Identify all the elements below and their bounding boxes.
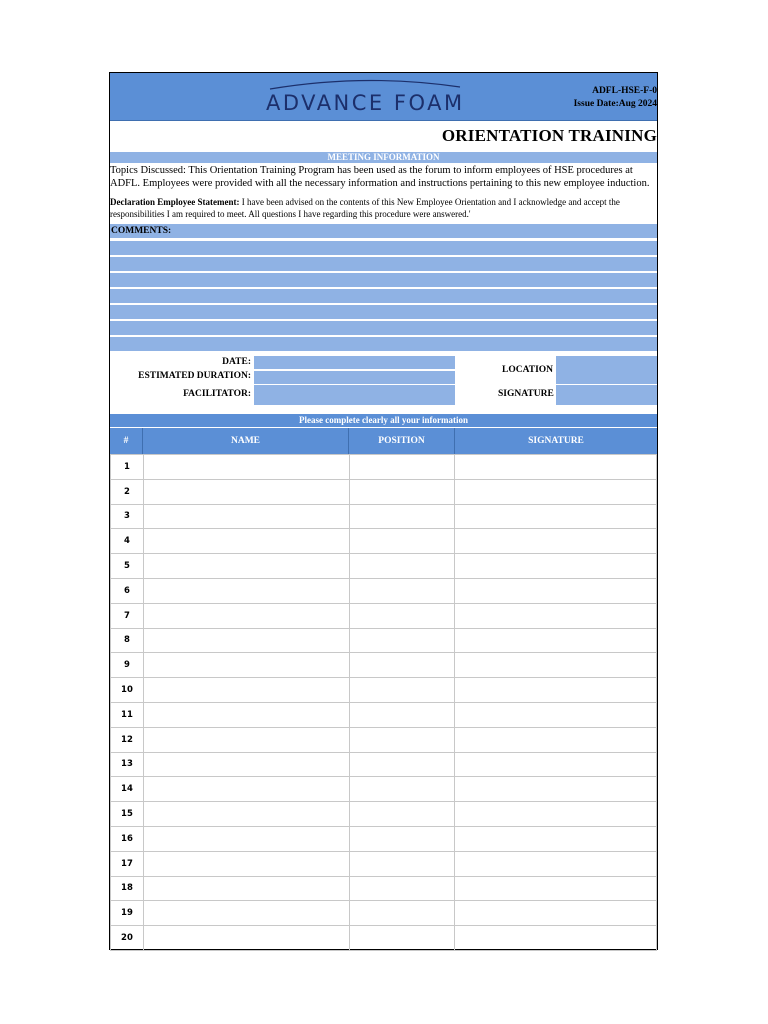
name-cell[interactable] <box>143 926 349 951</box>
signature-cell[interactable] <box>455 578 657 603</box>
row-number: 10 <box>111 678 144 703</box>
position-cell[interactable] <box>349 628 455 653</box>
position-cell[interactable] <box>349 455 455 480</box>
signature-cell[interactable] <box>455 826 657 851</box>
location-label: LOCATION <box>502 365 554 375</box>
signature-cell[interactable] <box>455 653 657 678</box>
date-field[interactable] <box>254 356 455 369</box>
table-row <box>111 727 657 752</box>
position-cell[interactable] <box>349 777 455 802</box>
row-number: 5 <box>111 554 144 579</box>
table-row <box>111 554 657 579</box>
table-row <box>111 678 657 703</box>
name-cell[interactable] <box>143 702 349 727</box>
facilitator-field[interactable] <box>254 385 455 405</box>
topics-discussed-text: Topics Discussed: This Orientation Training Program has been used as the forum to inform employees of HSE procedures at ADFL. Employees were provided with all the necessary information and instructions pertaining to this new employee induction. <box>110 165 650 189</box>
comment-line[interactable] <box>110 273 657 287</box>
signature-cell[interactable] <box>455 727 657 752</box>
form-header <box>110 73 657 121</box>
name-cell[interactable] <box>143 678 349 703</box>
attendee-roster-table <box>110 454 657 951</box>
name-cell[interactable] <box>143 653 349 678</box>
signature-cell[interactable] <box>455 504 657 529</box>
table-row <box>111 628 657 653</box>
position-cell[interactable] <box>349 603 455 628</box>
column-header-name: NAME <box>143 428 349 454</box>
signature-cell[interactable] <box>455 752 657 777</box>
position-cell[interactable] <box>349 678 455 703</box>
signature-cell[interactable] <box>455 851 657 876</box>
facilitator-label: FACILITATOR: <box>183 389 251 399</box>
table-row <box>111 455 657 480</box>
table-row <box>111 826 657 851</box>
column-header-number: # <box>110 428 143 454</box>
row-number: 9 <box>111 653 144 678</box>
declaration-text: I have been advised on the contents of this New Employee Orientation and I acknowledge and accept the responsibilities I am required to meet. All questions I have regarding this procedure were answered.' <box>110 197 620 219</box>
logo-text: ADVANCE FOAM <box>266 91 465 115</box>
name-cell[interactable] <box>143 851 349 876</box>
name-cell[interactable] <box>143 752 349 777</box>
signature-cell[interactable] <box>455 628 657 653</box>
company-logo <box>260 77 470 117</box>
position-cell[interactable] <box>349 826 455 851</box>
table-row <box>111 653 657 678</box>
comment-line[interactable] <box>110 241 657 255</box>
facilitator-signature-field[interactable] <box>556 385 657 405</box>
table-row <box>111 529 657 554</box>
position-cell[interactable] <box>349 529 455 554</box>
table-row <box>111 777 657 802</box>
table-row <box>111 479 657 504</box>
roster-instruction-bar: Please complete clearly all your information <box>110 414 657 427</box>
table-row <box>111 926 657 951</box>
row-number: 7 <box>111 603 144 628</box>
comment-line[interactable] <box>110 289 657 303</box>
column-header-position: POSITION <box>349 428 455 454</box>
table-row <box>111 752 657 777</box>
comment-line[interactable] <box>110 305 657 319</box>
comment-line[interactable] <box>110 257 657 271</box>
row-number: 4 <box>111 529 144 554</box>
table-row <box>111 603 657 628</box>
name-cell[interactable] <box>143 603 349 628</box>
row-number: 6 <box>111 578 144 603</box>
declaration-label: Declaration Employee Statement: <box>110 197 240 207</box>
signature-cell[interactable] <box>455 926 657 951</box>
signature-cell[interactable] <box>455 455 657 480</box>
name-cell[interactable] <box>143 777 349 802</box>
signature-cell[interactable] <box>455 529 657 554</box>
row-number: 8 <box>111 628 144 653</box>
signature-cell[interactable] <box>455 901 657 926</box>
position-cell[interactable] <box>349 479 455 504</box>
row-number: 11 <box>111 702 144 727</box>
signature-label: SIGNATURE <box>498 389 554 399</box>
name-cell[interactable] <box>143 727 349 752</box>
comments-label: COMMENTS: <box>110 224 657 238</box>
table-row <box>111 578 657 603</box>
column-header-signature: SIGNATURE <box>528 436 584 446</box>
table-row <box>111 851 657 876</box>
position-cell[interactable] <box>349 802 455 827</box>
signature-cell[interactable] <box>455 802 657 827</box>
name-cell[interactable] <box>143 554 349 579</box>
signature-cell[interactable] <box>455 603 657 628</box>
position-cell[interactable] <box>349 752 455 777</box>
row-number: 3 <box>111 504 144 529</box>
name-cell[interactable] <box>143 479 349 504</box>
signature-cell[interactable] <box>455 777 657 802</box>
position-cell[interactable] <box>349 578 455 603</box>
meeting-information-bar: MEETING INFORMATION <box>110 152 657 163</box>
row-number: 17 <box>111 851 144 876</box>
name-cell[interactable] <box>143 455 349 480</box>
signature-cell[interactable] <box>455 479 657 504</box>
name-cell[interactable] <box>143 876 349 901</box>
signature-cell[interactable] <box>455 702 657 727</box>
comment-line[interactable] <box>110 337 657 351</box>
position-cell[interactable] <box>349 926 455 951</box>
name-cell[interactable] <box>143 628 349 653</box>
roster-header-row <box>110 428 657 454</box>
signature-cell[interactable] <box>455 678 657 703</box>
declaration-statement <box>110 196 655 220</box>
table-row <box>111 901 657 926</box>
row-number: 18 <box>111 876 144 901</box>
document-code-block <box>574 85 657 111</box>
row-number: 13 <box>111 752 144 777</box>
row-number: 2 <box>111 479 144 504</box>
table-row <box>111 876 657 901</box>
location-field[interactable] <box>556 356 657 384</box>
form-title: ORIENTATION TRAINING <box>441 126 657 145</box>
estimated-duration-field[interactable] <box>254 371 455 384</box>
position-cell[interactable] <box>349 653 455 678</box>
position-cell[interactable] <box>349 727 455 752</box>
position-cell[interactable] <box>349 876 455 901</box>
row-number: 12 <box>111 727 144 752</box>
issue-date: Issue Date:Aug 2024 <box>573 99 657 109</box>
row-number: 14 <box>111 777 144 802</box>
position-cell[interactable] <box>349 901 455 926</box>
position-cell[interactable] <box>349 554 455 579</box>
position-cell[interactable] <box>349 851 455 876</box>
table-row <box>111 802 657 827</box>
document-code: ADFL-HSE-F-0 <box>592 86 657 96</box>
table-row <box>111 702 657 727</box>
estimated-duration-label: ESTIMATED DURATION: <box>138 371 251 381</box>
row-number: 20 <box>111 926 144 951</box>
name-cell[interactable] <box>143 578 349 603</box>
name-cell[interactable] <box>143 802 349 827</box>
row-number: 19 <box>111 901 144 926</box>
signature-cell[interactable] <box>455 554 657 579</box>
row-number: 15 <box>111 802 144 827</box>
comment-line[interactable] <box>110 321 657 335</box>
table-row <box>111 504 657 529</box>
row-number: 16 <box>111 826 144 851</box>
name-cell[interactable] <box>143 504 349 529</box>
row-number: 1 <box>111 455 144 480</box>
name-cell[interactable] <box>143 529 349 554</box>
name-cell[interactable] <box>143 826 349 851</box>
date-label: DATE: <box>222 357 251 367</box>
position-cell[interactable] <box>349 504 455 529</box>
name-cell[interactable] <box>143 901 349 926</box>
position-cell[interactable] <box>349 702 455 727</box>
orientation-form <box>109 72 658 950</box>
signature-cell[interactable] <box>455 876 657 901</box>
logo-arc-icon <box>260 77 470 91</box>
